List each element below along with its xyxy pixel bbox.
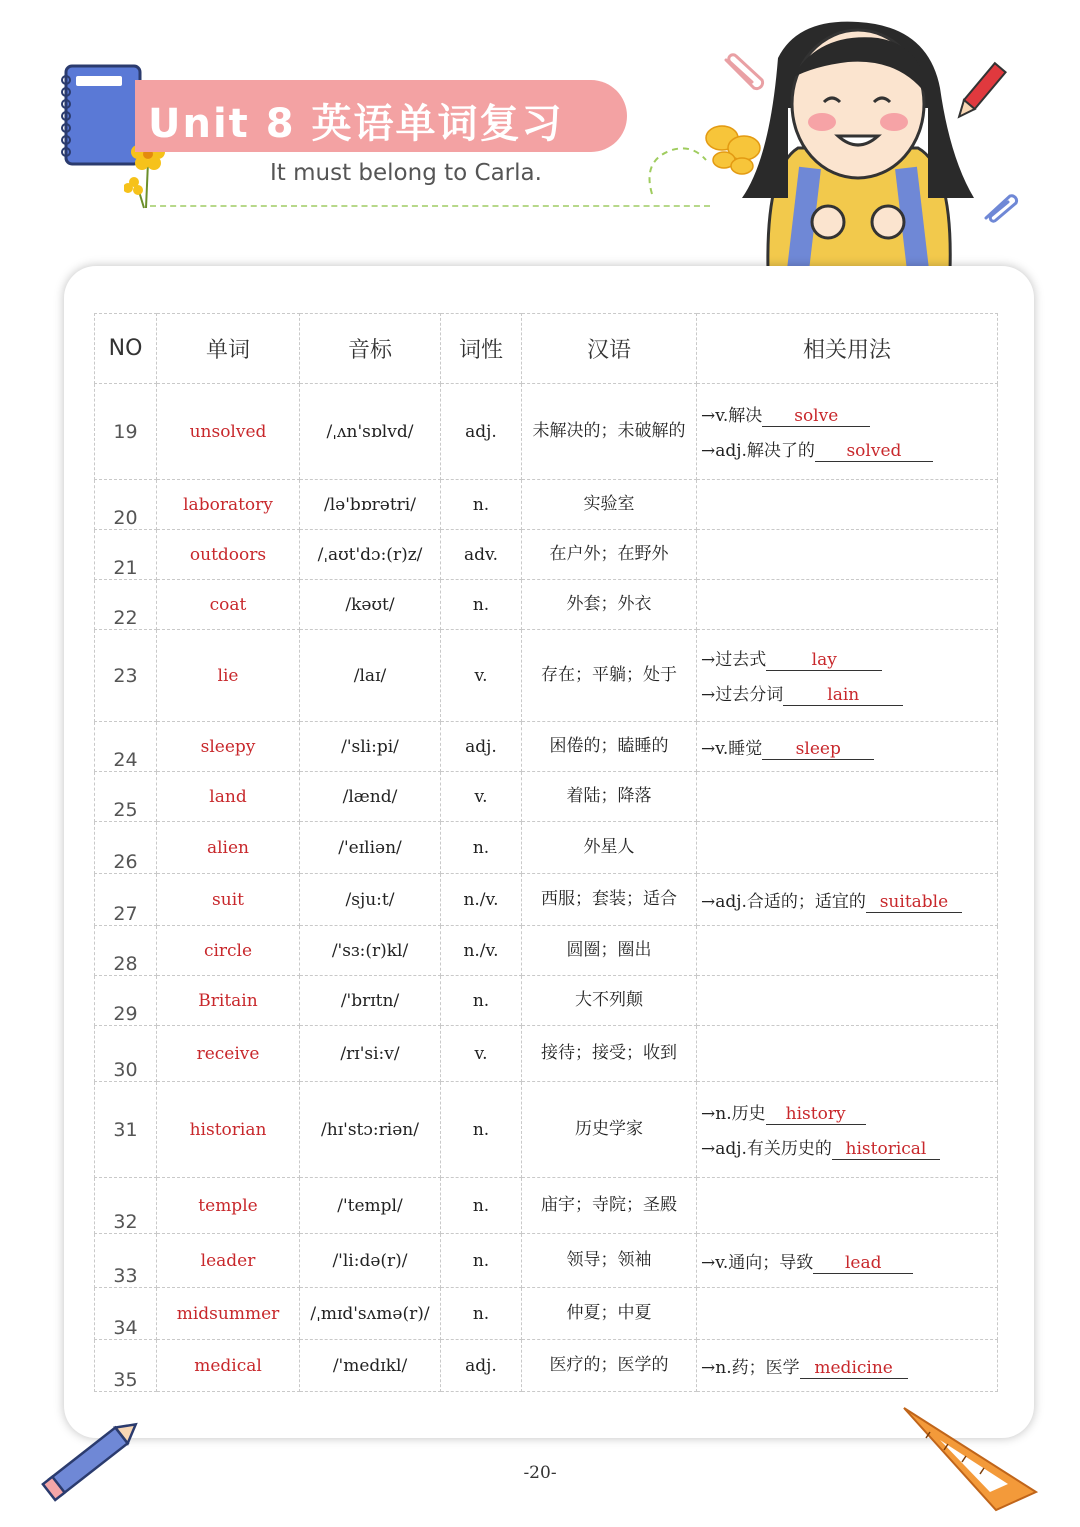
table-row: [95, 722, 998, 772]
girl-illustration: [728, 18, 988, 270]
pos-cell: n.: [441, 976, 522, 1026]
word-cell: Britain: [157, 976, 300, 1026]
pos-cell: v.: [441, 630, 522, 722]
usage-cell: [697, 1178, 998, 1234]
chinese-cell: 困倦的；瞌睡的: [522, 722, 697, 772]
word-cell: temple: [157, 1178, 300, 1234]
usage-cell: [697, 1234, 998, 1288]
pencil-icon: [36, 1412, 150, 1506]
usage-answer: history: [766, 1104, 866, 1125]
row-number: 24: [95, 722, 157, 772]
chinese-cell: 大不列颠: [522, 976, 697, 1026]
table-row: [95, 822, 998, 874]
usage-cell: [697, 822, 998, 874]
chinese-cell: 接待；接受；收到: [522, 1026, 697, 1082]
pos-cell: n.: [441, 1082, 522, 1178]
usage-answer: lead: [813, 1253, 913, 1274]
table-row: [95, 530, 998, 580]
table-row: [95, 1082, 998, 1178]
usage-answer: sleep: [762, 739, 874, 760]
row-number: 22: [95, 580, 157, 630]
word-cell: coat: [157, 580, 300, 630]
page-title: Unit 8 英语单词复习: [148, 101, 564, 147]
vocabulary-table: [94, 313, 998, 1392]
word-cell: unsolved: [157, 384, 300, 480]
header-ipa: 音标: [300, 314, 441, 384]
table-row: [95, 384, 998, 480]
ipa-cell: /lænd/: [300, 772, 441, 822]
ipa-cell: /kəʊt/: [300, 580, 441, 630]
table-header-row: [95, 314, 998, 384]
page-subtitle: It must belong to Carla.: [270, 160, 542, 186]
word-cell: medical: [157, 1340, 300, 1392]
ipa-cell: /'templ/: [300, 1178, 441, 1234]
ipa-cell: /hɪ'stɔ:riən/: [300, 1082, 441, 1178]
pos-cell: n.: [441, 1178, 522, 1234]
chinese-cell: 历史学家: [522, 1082, 697, 1178]
word-cell: historian: [157, 1082, 300, 1178]
usage-cell: [697, 1026, 998, 1082]
row-number: 35: [95, 1340, 157, 1392]
word-cell: leader: [157, 1234, 300, 1288]
row-number: 21: [95, 530, 157, 580]
decorative-dashed-line: [150, 205, 710, 207]
pos-cell: n.: [441, 1234, 522, 1288]
table-row: [95, 630, 998, 722]
pos-cell: adj.: [441, 1340, 522, 1392]
row-number: 29: [95, 976, 157, 1026]
row-number: 26: [95, 822, 157, 874]
usage-label: →v.解决: [701, 406, 763, 426]
pos-cell: v.: [441, 1026, 522, 1082]
word-cell: outdoors: [157, 530, 300, 580]
usage-cell: [697, 480, 998, 530]
word-cell: circle: [157, 926, 300, 976]
usage-cell: [697, 722, 998, 772]
usage-cell: [697, 630, 998, 722]
row-number: 27: [95, 874, 157, 926]
pencil-icon: [950, 60, 1008, 126]
chinese-cell: 着陆；降落: [522, 772, 697, 822]
usage-cell: [697, 580, 998, 630]
ipa-cell: /ˌmɪd'sʌmə(r)/: [300, 1288, 441, 1340]
row-number: 32: [95, 1178, 157, 1234]
chinese-cell: 实验室: [522, 480, 697, 530]
usage-cell: [697, 874, 998, 926]
triangle-ruler-icon: [900, 1404, 1040, 1514]
ipa-cell: /rɪ'si:v/: [300, 1026, 441, 1082]
usage-cell: [697, 976, 998, 1026]
usage-answer: suitable: [866, 892, 962, 913]
ipa-cell: /ˌaʊt'dɔ:(r)z/: [300, 530, 441, 580]
ipa-cell: /laɪ/: [300, 630, 441, 722]
word-cell: lie: [157, 630, 300, 722]
usage-cell: [697, 772, 998, 822]
chinese-cell: 未解决的；未破解的: [522, 384, 697, 480]
usage-cell: [697, 926, 998, 976]
pos-cell: n.: [441, 822, 522, 874]
header-no: NO: [95, 314, 157, 384]
ipa-cell: /sju:t/: [300, 874, 441, 926]
ipa-cell: /'brɪtn/: [300, 976, 441, 1026]
ipa-cell: /lə'bɒrətri/: [300, 480, 441, 530]
chinese-cell: 医疗的；医学的: [522, 1340, 697, 1392]
table-row: [95, 976, 998, 1026]
usage-answer: solved: [815, 441, 933, 462]
table-row: [95, 926, 998, 976]
row-number: 23: [95, 630, 157, 722]
word-cell: receive: [157, 1026, 300, 1082]
usage-answer: historical: [832, 1139, 940, 1160]
row-number: 20: [95, 480, 157, 530]
table-row: [95, 1178, 998, 1234]
pos-cell: n.: [441, 1288, 522, 1340]
pos-cell: n.: [441, 580, 522, 630]
chinese-cell: 外套；外衣: [522, 580, 697, 630]
pos-cell: adj.: [441, 722, 522, 772]
usage-label: →adj.合适的；适宜的: [701, 891, 866, 912]
usage-cell: [697, 384, 998, 480]
usage-label: →过去分词: [701, 685, 784, 705]
ipa-cell: /'li:də(r)/: [300, 1234, 441, 1288]
table-row: [95, 580, 998, 630]
usage-label: →过去式: [701, 650, 767, 670]
usage-label: →v.通向；导致: [701, 1252, 814, 1273]
header-usage: 相关用法: [697, 314, 998, 384]
ipa-cell: /'sɜ:(r)kl/: [300, 926, 441, 976]
page-number: -20-: [523, 1463, 557, 1483]
chinese-cell: 西服；套装；适合: [522, 874, 697, 926]
ipa-cell: /'eɪliən/: [300, 822, 441, 874]
usage-cell: [697, 1288, 998, 1340]
row-number: 31: [95, 1082, 157, 1178]
pos-cell: n./v.: [441, 874, 522, 926]
usage-cell: [697, 1082, 998, 1178]
usage-label: →v.睡觉: [701, 738, 763, 759]
row-number: 30: [95, 1026, 157, 1082]
usage-label: →n.药；医学: [701, 1357, 800, 1378]
word-cell: sleepy: [157, 722, 300, 772]
chinese-cell: 外星人: [522, 822, 697, 874]
usage-label: →adj.解决了的: [701, 441, 815, 461]
table-row: [95, 1288, 998, 1340]
ipa-cell: /'medɪkl/: [300, 1340, 441, 1392]
table-row: [95, 480, 998, 530]
usage-answer: medicine: [800, 1358, 908, 1379]
usage-cell: [697, 530, 998, 580]
pos-cell: n./v.: [441, 926, 522, 976]
usage-label: →n.历史: [701, 1104, 766, 1124]
ipa-cell: /'sli:pi/: [300, 722, 441, 772]
chinese-cell: 存在；平躺；处于: [522, 630, 697, 722]
usage-answer: solve: [762, 406, 870, 427]
table-row: [95, 874, 998, 926]
word-cell: laboratory: [157, 480, 300, 530]
chinese-cell: 圆圈；圈出: [522, 926, 697, 976]
table-row: [95, 1340, 998, 1392]
table-row: [95, 1234, 998, 1288]
table-row: [95, 772, 998, 822]
chinese-cell: 庙宇；寺院；圣殿: [522, 1178, 697, 1234]
usage-answer: lain: [783, 685, 903, 706]
usage-label: →adj.有关历史的: [701, 1139, 832, 1159]
row-number: 34: [95, 1288, 157, 1340]
pos-cell: n.: [441, 480, 522, 530]
row-number: 25: [95, 772, 157, 822]
table-row: [95, 1026, 998, 1082]
word-cell: alien: [157, 822, 300, 874]
pos-cell: v.: [441, 772, 522, 822]
row-number: 28: [95, 926, 157, 976]
usage-cell: [697, 1340, 998, 1392]
header-pos: 词性: [441, 314, 522, 384]
chinese-cell: 在户外；在野外: [522, 530, 697, 580]
row-number: 33: [95, 1234, 157, 1288]
pos-cell: adv.: [441, 530, 522, 580]
usage-answer: lay: [766, 650, 882, 671]
word-cell: midsummer: [157, 1288, 300, 1340]
ipa-cell: /ˌʌn'sɒlvd/: [300, 384, 441, 480]
header-word: 单词: [157, 314, 300, 384]
chinese-cell: 领导；领袖: [522, 1234, 697, 1288]
word-cell: land: [157, 772, 300, 822]
row-number: 19: [95, 384, 157, 480]
header-chinese: 汉语: [522, 314, 697, 384]
chinese-cell: 仲夏；中夏: [522, 1288, 697, 1340]
word-cell: suit: [157, 874, 300, 926]
pos-cell: adj.: [441, 384, 522, 480]
